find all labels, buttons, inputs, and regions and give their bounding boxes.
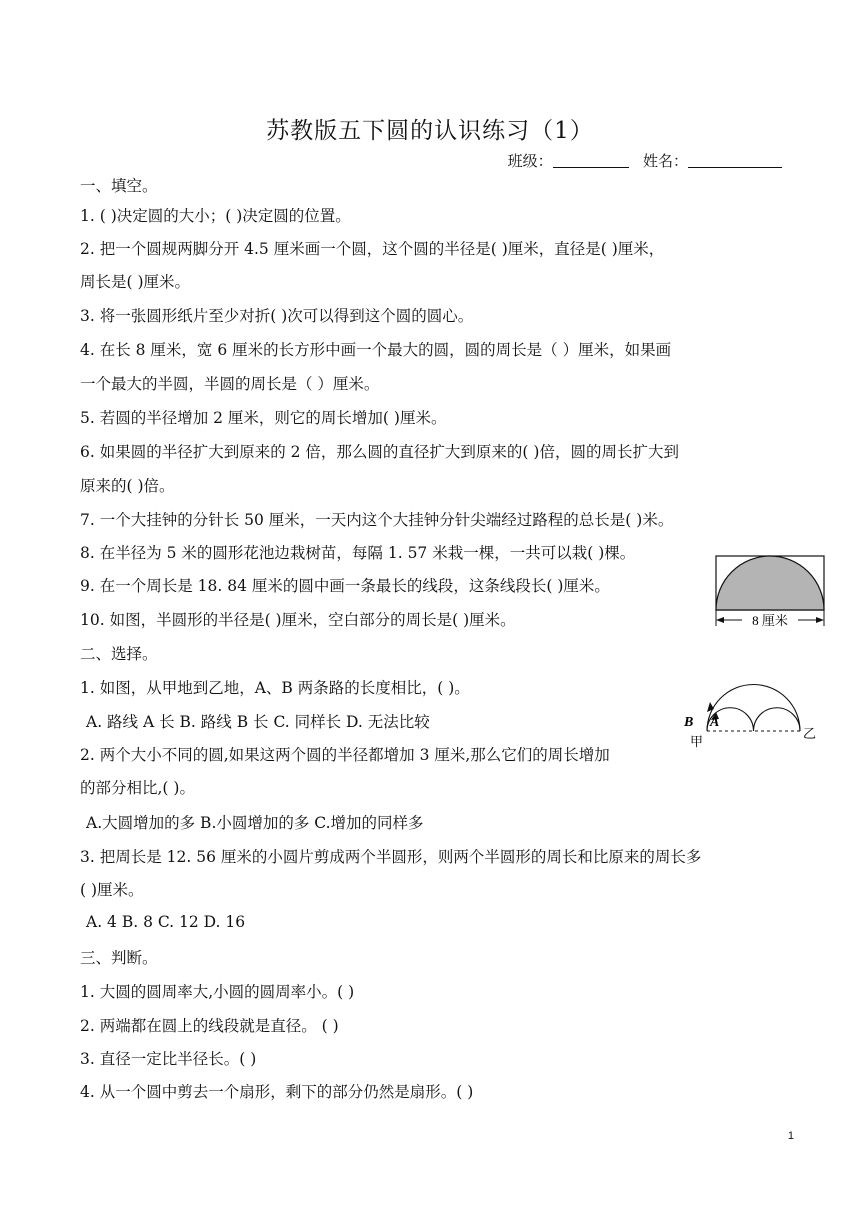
question-line: 6. 如果圆的半径扩大到原来的 2 倍，那么圆的直径扩大到原来的( )倍，圆的周长扩大到	[80, 443, 679, 461]
name-blank[interactable]	[688, 151, 782, 168]
question-line: 5. 若圆的半径增加 2 厘米，则它的周长增加( )厘米。	[80, 409, 447, 427]
page-number: 1	[787, 1130, 794, 1142]
question-line: 9. 在一个周长是 18. 84 厘米的圆中画一条最长的线段，这条线段长( )厘米。	[80, 577, 610, 595]
question-line: ( )厘米。	[80, 881, 144, 899]
options-line: A.大圆增加的多 B.小圆增加的多 C.增加的同样多	[86, 814, 424, 832]
question-line: 8. 在半径为 5 米的圆形花池边栽树苗，每隔 1. 57 米栽一棵，一共可以栽( )棵。	[80, 544, 636, 562]
question-line: 10. 如图，半圆形的半径是( )厘米，空白部分的周长是( )厘米。	[80, 611, 516, 629]
width-label: 8 厘米	[752, 613, 788, 628]
options-line: A. 路线 A 长 B. 路线 B 长 C. 同样长 D. 无法比较	[86, 713, 430, 731]
question-line: 4. 从一个圆中剪去一个扇形，剩下的部分仍然是扇形。( )	[80, 1083, 474, 1101]
question-line: 1. 大圆的圆周率大,小圆的圆周率小。( )	[80, 983, 355, 1001]
semicircle-figure	[712, 552, 828, 634]
section-heading-fill: 一、填空。	[80, 177, 158, 195]
question-line: 4. 在长 8 厘米，宽 6 厘米的长方形中画一个最大的圆，圆的周长是（ ）厘米，如果画	[80, 341, 672, 359]
question-line: 3. 把周长是 12. 56 厘米的小圆片剪成两个半圆形，则两个半圆形的周长和比原来的周长多	[80, 848, 702, 866]
question-line: 原来的( )倍。	[80, 477, 175, 495]
question-line: 一个最大的半圆，半圆的周长是（ ）厘米。	[80, 375, 380, 393]
question-line: 2. 把一个圆规两脚分开 4.5 厘米画一个圆，这个圆的半径是( )厘米，直径是( )厘米，	[80, 240, 665, 258]
name-label: 姓名：	[642, 152, 688, 170]
question-line: 7. 一个大挂钟的分针长 50 厘米，一天内这个大挂钟分针尖端经过路程的总长是( )米。	[80, 511, 674, 529]
label-start: 甲	[690, 735, 704, 750]
arrow-left-icon	[716, 617, 724, 623]
options-line: A. 4 B. 8 C. 12 D. 16	[86, 913, 246, 931]
class-blank[interactable]	[553, 151, 629, 168]
page-title: 苏教版五下圆的认识练习（1）	[266, 118, 594, 144]
label-a: A	[710, 715, 720, 730]
label-b: B	[684, 715, 694, 730]
label-end: 乙	[803, 727, 817, 742]
question-line: 3. 将一张圆形纸片至少对折( )次可以得到这个圆的圆心。	[80, 307, 474, 325]
question-line: 1. 如图，从甲地到乙地，A、B 两条路的长度相比，( )。	[80, 679, 470, 697]
question-line: 1. ( )决定圆的大小；( )决定圆的位置。	[80, 207, 351, 225]
route-b-arc	[707, 685, 800, 732]
paths-figure	[676, 676, 828, 754]
question-line: 周长是( )厘米。	[80, 273, 191, 291]
arrow-right-icon	[816, 617, 824, 623]
question-line: 2. 两端都在圆上的线段就是直径。 ( )	[80, 1017, 339, 1035]
student-info	[508, 150, 782, 171]
question-line: 3. 直径一定比半径长。( )	[80, 1050, 257, 1068]
question-line: 的部分相比,( )。	[80, 779, 195, 797]
semicircle-shaded	[716, 556, 824, 610]
section-heading-choice: 二、选择。	[80, 645, 158, 663]
question-line: 2. 两个大小不同的圆,如果这两个圆的半径都增加 3 厘米,那么它们的周长增加	[80, 746, 610, 764]
section-heading-judge: 三、判断。	[80, 949, 158, 967]
route-a-arc-2	[754, 708, 801, 731]
class-label: 班级：	[507, 152, 553, 170]
